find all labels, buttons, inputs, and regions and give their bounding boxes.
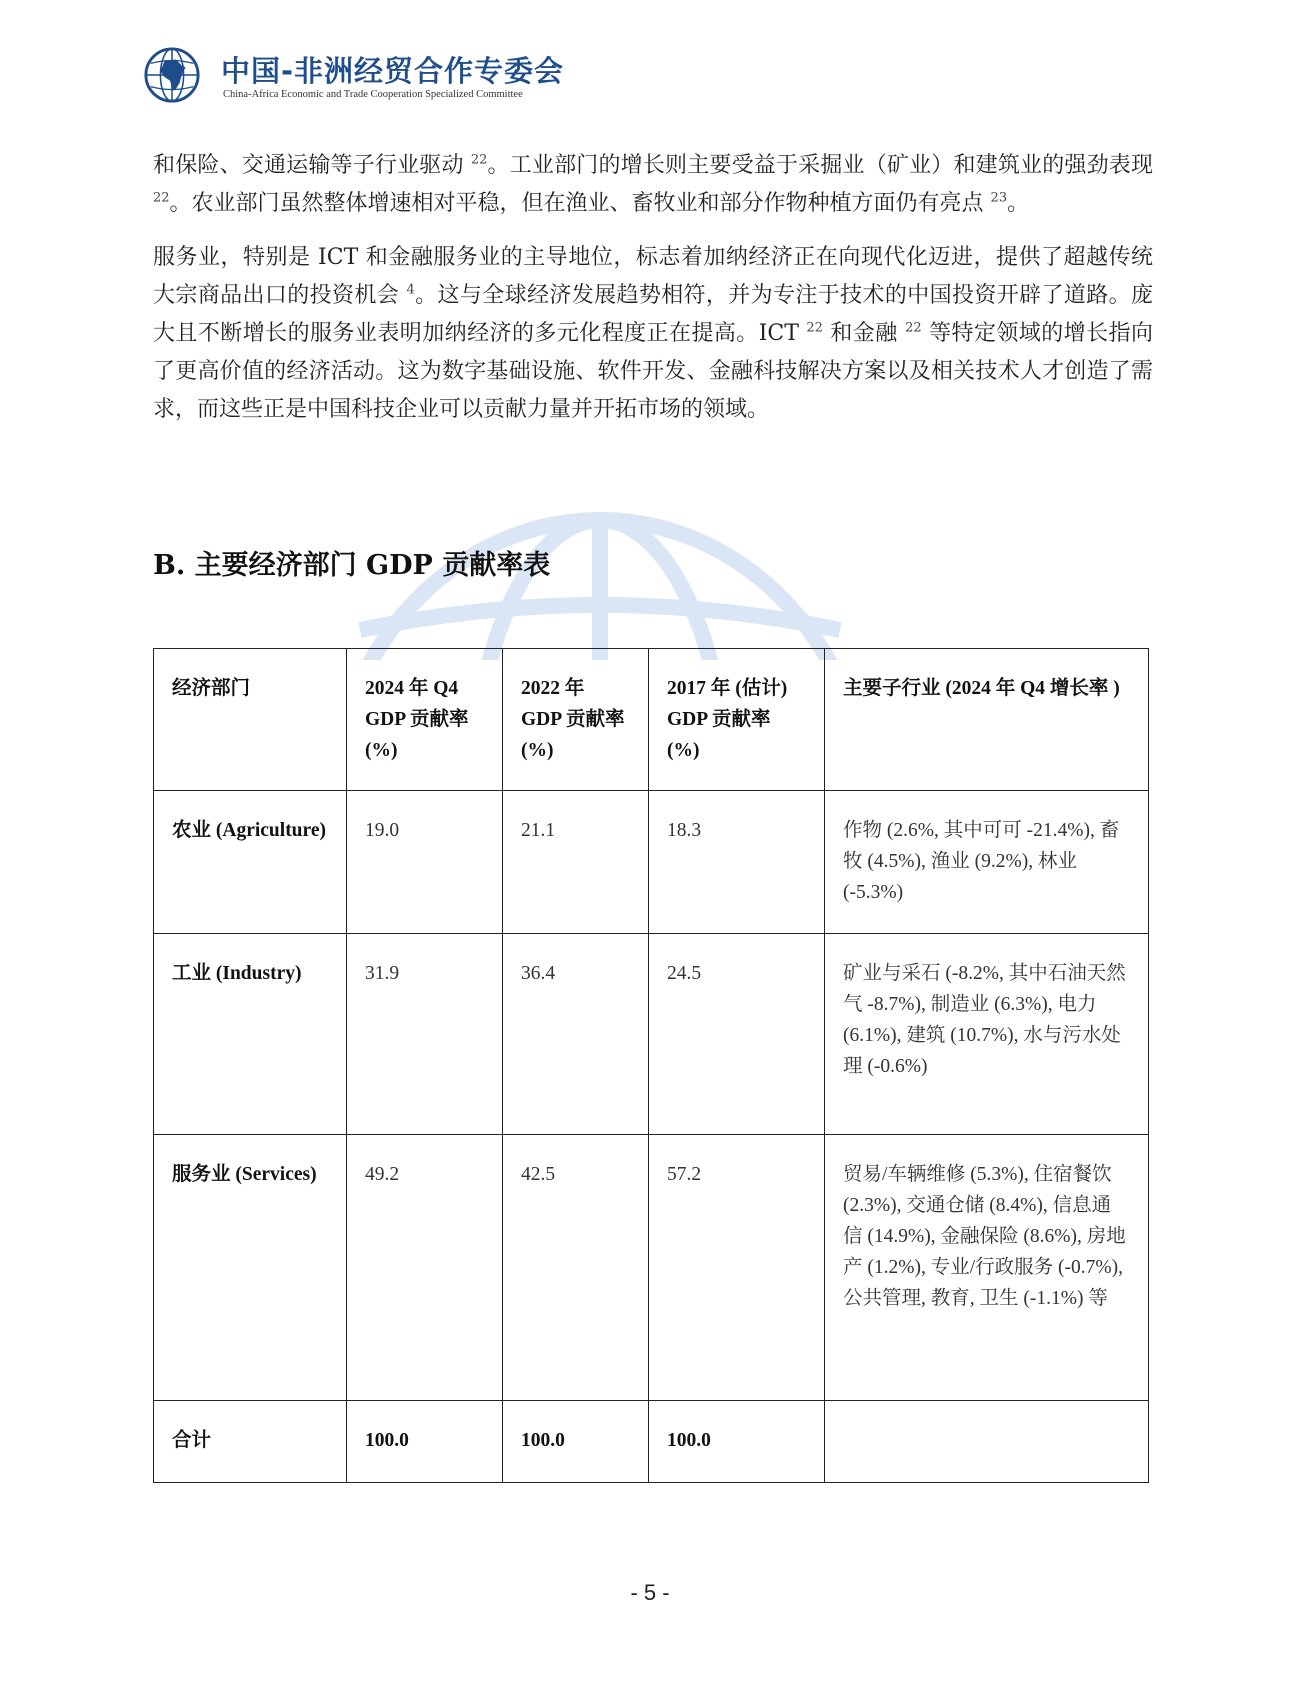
- header-subsectors: 主要子行业 (2024 年 Q4 增长率 ): [825, 649, 1149, 791]
- table-row: [154, 934, 1149, 1135]
- cell-sector: 农业 (Agriculture): [154, 791, 347, 934]
- cell-total-2024-q4: 100.0: [347, 1401, 503, 1483]
- cell-2024-q4: 31.9: [347, 934, 503, 1135]
- page-number: - 5 -: [630, 1580, 670, 1605]
- table-row: [154, 1135, 1149, 1401]
- header-2022: 2022 年 GDP 贡献率 (%): [503, 649, 649, 791]
- cell-total-2022: 100.0: [503, 1401, 649, 1483]
- cell-2017: 57.2: [649, 1135, 825, 1401]
- cell-total-subsectors: [825, 1401, 1149, 1483]
- cell-subsectors: 作物 (2.6%, 其中可可 -21.4%), 畜牧 (4.5%), 渔业 (9.2%), 林业 (-5.3%): [825, 791, 1149, 934]
- paragraph-text: 。农业部门虽然整体增速相对平稳，但在渔业、畜牧业和部分作物种植方面仍有亮点: [169, 191, 991, 216]
- cell-total-2017: 100.0: [649, 1401, 825, 1483]
- paragraph: [153, 239, 1153, 429]
- paragraph-text: 和金融: [822, 321, 906, 346]
- cell-2022: 36.4: [503, 934, 649, 1135]
- cell-2022: 21.1: [503, 791, 649, 934]
- body-text: [153, 147, 1153, 445]
- header-2017: 2017 年 (估计) GDP 贡献率 (%): [649, 649, 825, 791]
- paragraph-text: 等特定领域的增长指向了更高价值的经济活动。这为数字基础设施、软件开发、金融科技解决方案以及相关技术人才创造了需求，而这些正是中国科技企业可以贡献力量并开拓市场的领域。: [153, 321, 1153, 422]
- table-row: [154, 791, 1149, 934]
- paragraph-text: 。这与全球经济发展趋势相符，并为专注于技术的中国投资开辟了道路。庞大且不断增长的服务业表明加纳经济的多元化程度正在提高。ICT: [153, 283, 1153, 346]
- cell-subsectors: 矿业与采石 (-8.2%, 其中石油天然气 -8.7%), 制造业 (6.3%), 电力 (6.1%), 建筑 (10.7%), 水与污水处理 (-0.6%): [825, 934, 1149, 1135]
- cell-2022: 42.5: [503, 1135, 649, 1401]
- table-total-row: [154, 1401, 1149, 1483]
- cell-2017: 24.5: [649, 934, 825, 1135]
- header-2024-q4: 2024 年 Q4 GDP 贡献率 (%): [347, 649, 503, 791]
- citation-ref: 4: [406, 282, 415, 298]
- globe-africa-icon: [143, 46, 201, 104]
- citation-ref: 22: [905, 320, 922, 336]
- cell-total-label: 合计: [154, 1401, 347, 1483]
- paragraph: [153, 147, 1153, 223]
- org-name-en: China-Africa Economic and Trade Cooperation Specialized Committee: [223, 89, 523, 100]
- gdp-contribution-table: [153, 648, 1149, 1483]
- cell-subsectors: 贸易/车辆维修 (5.3%), 住宿餐饮 (2.3%), 交通仓储 (8.4%), 信息通信 (14.9%), 金融保险 (8.6%), 房地产 (1.2%), 专业/行政服务 (-0.7%), 公共管理, 教育, 卫生 (-1.1%) 等: [825, 1135, 1149, 1401]
- paragraph-text: 。工业部门的增长则主要受益于采掘业（矿业）和建筑业的强劲表现: [487, 153, 1153, 178]
- table-header-row: [154, 649, 1149, 791]
- citation-ref: 22: [806, 320, 823, 336]
- org-name-cn: 中国-非洲经贸合作专委会: [221, 54, 565, 88]
- paragraph-text: 和保险、交通运输等子行业驱动: [153, 153, 471, 178]
- citation-ref: 23: [990, 190, 1008, 206]
- paragraph-text: 服务业，特别是 ICT 和金融服务业的主导地位，标志着加纳经济正在向现代化迈进，提供了超越传统大宗商品出口的投资机会: [153, 245, 1153, 308]
- section-title: B. 主要经济部门 GDP 贡献率表: [153, 550, 551, 581]
- cell-2024-q4: 49.2: [347, 1135, 503, 1401]
- citation-ref: 22: [153, 190, 170, 206]
- cell-2024-q4: 19.0: [347, 791, 503, 934]
- cell-2017: 18.3: [649, 791, 825, 934]
- citation-ref: 22: [470, 152, 488, 168]
- header-sector: 经济部门: [154, 649, 347, 791]
- cell-sector: 服务业 (Services): [154, 1135, 347, 1401]
- cell-sector: 工业 (Industry): [154, 934, 347, 1135]
- paragraph-text: 。: [1007, 191, 1030, 216]
